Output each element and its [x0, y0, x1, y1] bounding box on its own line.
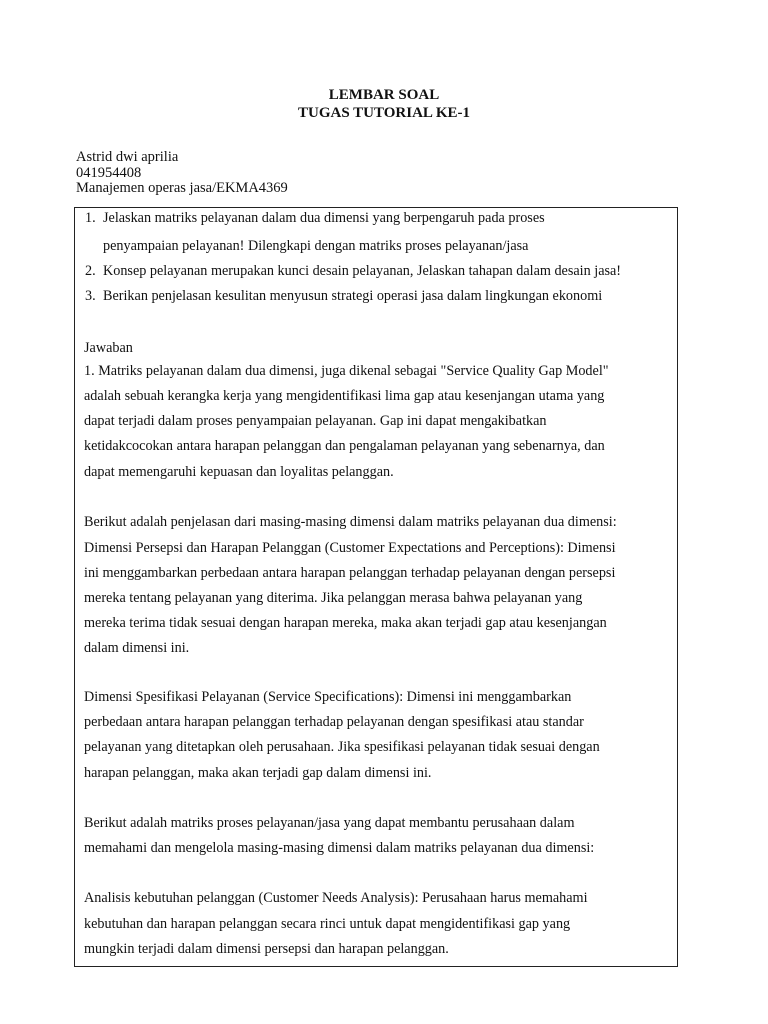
answer-line: Berikut adalah matriks proses pelayanan/jasa yang dapat membantu perusahaan dalam: [84, 815, 575, 831]
content-box: [74, 207, 678, 967]
question-text: Konsep pelayanan merupakan kunci desain pelayanan, Jelaskan tahapan dalam desain jasa!: [103, 263, 622, 279]
answer-heading: Jawaban: [84, 340, 133, 356]
student-name: Astrid dwi aprilia: [76, 149, 179, 165]
question-text: Berikan penjelasan kesulitan menyusun strategi operasi jasa dalam lingkungan ekonomi: [103, 288, 603, 304]
course-name: Manajemen operas jasa/EKMA4369: [76, 180, 288, 196]
answer-line: Dimensi Spesifikasi Pelayanan (Service Specifications): Dimensi ini menggambarkan: [84, 689, 572, 705]
answer-line: ini menggambarkan perbedaan antara harapan pelanggan terhadap pelayanan dengan persepsi: [84, 565, 616, 581]
answer-line: mungkin terjadi dalam dimensi persepsi dan harapan pelanggan.: [84, 941, 449, 957]
answer-line: perbedaan antara harapan pelanggan terhadap pelayanan dengan spesifikasi atau standar: [84, 714, 584, 730]
answer-line: ketidakcocokan antara harapan pelanggan dan pengalaman pelayanan yang sebenarnya, dan: [84, 438, 605, 454]
question-text: Jelaskan matriks pelayanan dalam dua dimensi yang berpengaruh pada proses: [103, 210, 545, 226]
answer-line: harapan pelanggan, maka akan terjadi gap dalam dimensi ini.: [84, 765, 432, 781]
answer-line: Berikut adalah penjelasan dari masing-masing dimensi dalam matriks pelayanan dua dimensi:: [84, 514, 617, 530]
answer-line: mereka terima tidak sesuai dengan harapan mereka, maka akan terjadi gap atau kesenjangan: [84, 615, 607, 631]
question-number: 1.: [85, 210, 96, 226]
answer-line: dapat terjadi dalam proses penyampaian pelayanan. Gap ini dapat mengakibatkan: [84, 413, 547, 429]
question-number: 3.: [85, 288, 96, 304]
answer-line: dapat memengaruhi kepuasan dan loyalitas pelanggan.: [84, 464, 394, 480]
question-text: penyampaian pelayanan! Dilengkapi dengan matriks proses pelayanan/jasa: [103, 238, 529, 254]
answer-line: kebutuhan dan harapan pelanggan secara rinci untuk dapat mengidentifikasi gap yang: [84, 916, 571, 932]
answer-line: memahami dan mengelola masing-masing dimensi dalam matriks pelayanan dua dimensi:: [84, 840, 595, 856]
question-number: 2.: [85, 263, 96, 279]
answer-line: Dimensi Persepsi dan Harapan Pelanggan (Customer Expectations and Perceptions): Dimensi: [84, 540, 616, 556]
document-subtitle: TUGAS TUTORIAL KE-1: [298, 105, 470, 121]
answer-line: mereka tentang pelayanan yang diterima. Jika pelanggan merasa bahwa pelayanan yang: [84, 590, 583, 606]
student-info: [76, 150, 288, 197]
answer-line: Analisis kebutuhan pelanggan (Customer Needs Analysis): Perusahaan harus memahami: [84, 890, 588, 906]
answer-line: 1. Matriks pelayanan dalam dua dimensi, juga dikenal sebagai "Service Quality Gap Model": [84, 363, 609, 379]
student-nim: 041954408: [76, 164, 142, 181]
answer-line: pelayanan yang ditetapkan oleh perusahaan. Jika spesifikasi pelayanan tidak sesuai dengan: [84, 739, 600, 755]
document-title: LEMBAR SOAL: [328, 87, 440, 103]
answer-line: dalam dimensi ini.: [84, 640, 190, 656]
answer-line: adalah sebuah kerangka kerja yang mengidentifikasi lima gap atau kesenjangan utama yang: [84, 388, 605, 404]
